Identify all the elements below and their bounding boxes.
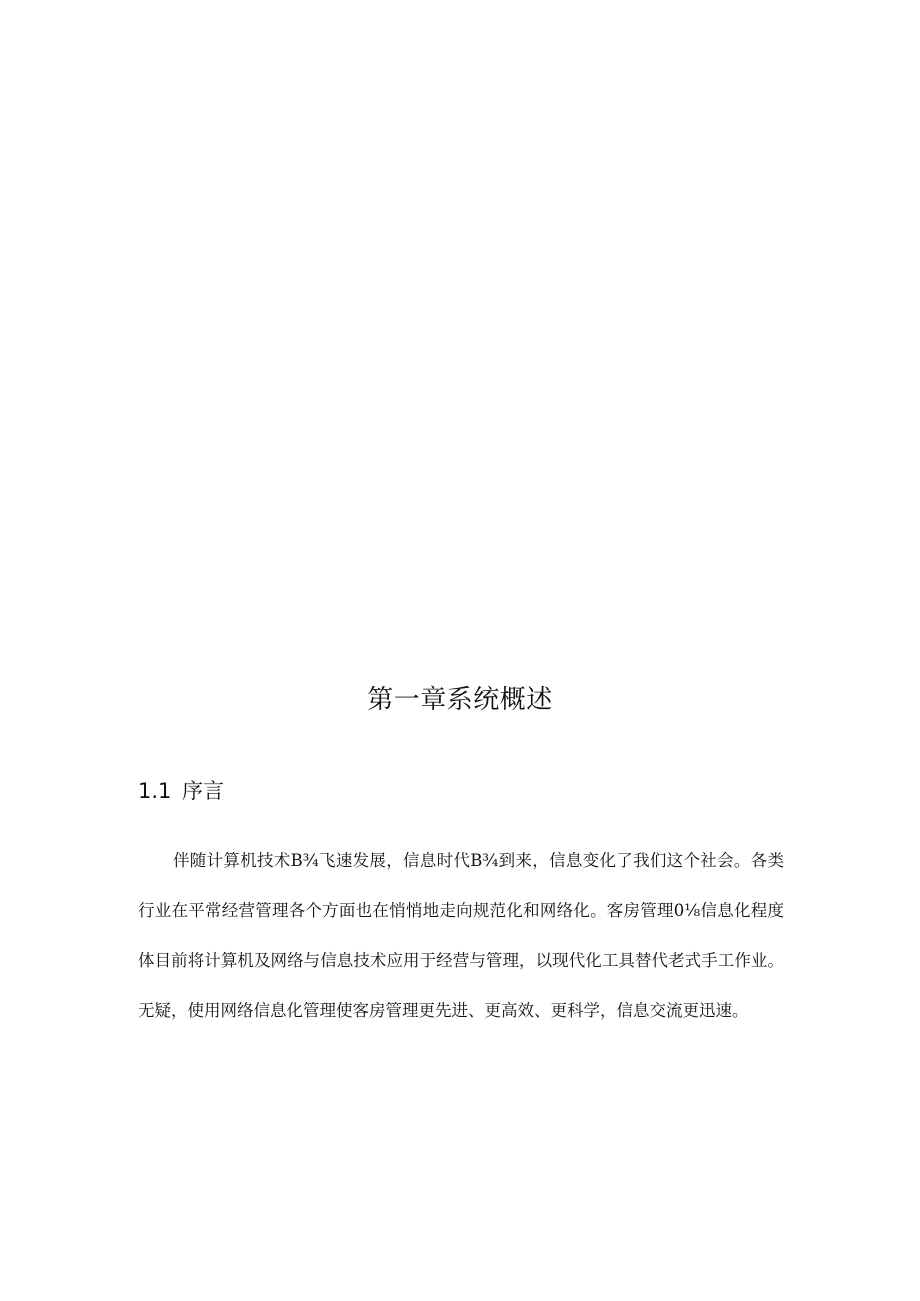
body-paragraph: 伴随计算机技术B¾飞速发展，信息时代B¾到来，信息变化了我们这个社会。各类行业在平常经营管理各个方面也在悄悄地走向规范化和网络化。客房管理0⅛信息化程度体目前将计算机及网络与信息技术应用于经营与管理，以现代化工具替代老式手工作业。无疑，使用网络信息化管理使客房管理更先进、更高效、更科学，信息交流更迅速。 [138, 851, 784, 1020]
section-title: 序言 [182, 779, 224, 803]
chapter-title: 第一章系统概述 [367, 685, 553, 715]
section-heading [138, 773, 224, 809]
section-number: 1.1 [138, 779, 172, 803]
